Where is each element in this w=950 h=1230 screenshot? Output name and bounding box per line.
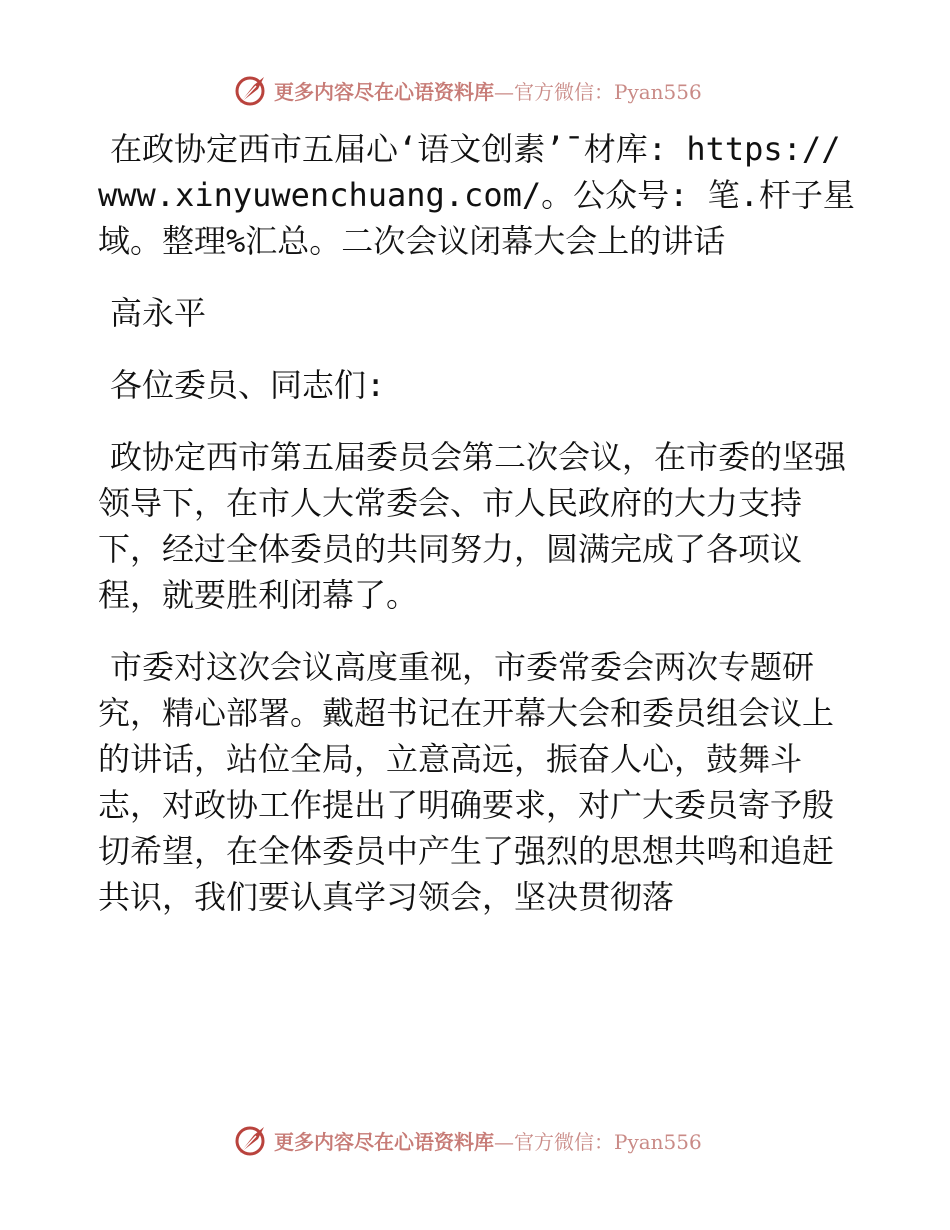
watermark-main-text: 更多内容尽在心语资料库 bbox=[274, 1129, 494, 1154]
watermark-footer bbox=[234, 1122, 702, 1158]
watermark-wechat-text: —官方微信：Pyan556 bbox=[494, 1129, 702, 1154]
paragraph-body-2: 市委对这次会议高度重视，市委常委会两次专题研究，精心部署。戴超书记在开幕大会和委员组会议上的讲话，站位全局，立意高远，振奋人心，鼓舞斗志，对政协工作提出了明确要求，对广大委员寄予殷切希望，在全体委员中产生了强烈的思想共鸣和追赶共识，我们要认真学习领会，坚决贯彻落 bbox=[98, 648, 835, 916]
watermark-wechat-text: —官方微信：Pyan556 bbox=[494, 79, 702, 104]
watermark-main-text: 更多内容尽在心语资料库 bbox=[274, 79, 494, 104]
document-body bbox=[98, 126, 858, 920]
paragraph-title: 在政协定西市五届心‘语文创素’¯材库: https://www.xinyuwenchuang.com/。公众号: 笔.杆子星域。整理%汇总。二次会议闭幕大会上的讲话 bbox=[98, 130, 855, 260]
paragraph-author: 高永平 bbox=[110, 294, 207, 332]
quill-logo-icon bbox=[234, 1123, 268, 1157]
paragraph-body-1: 政协定西市第五届委员会第二次会议，在市委的坚强领导下，在市人大常委会、市人民政府的大力支持下，经过全体委员的共同努力，圆满完成了各项议程，就要胜利闭幕了。 bbox=[98, 438, 847, 614]
quill-logo-icon bbox=[234, 73, 268, 107]
watermark-header bbox=[234, 72, 702, 108]
paragraph-salutation: 各位委员、同志们: bbox=[110, 366, 386, 404]
